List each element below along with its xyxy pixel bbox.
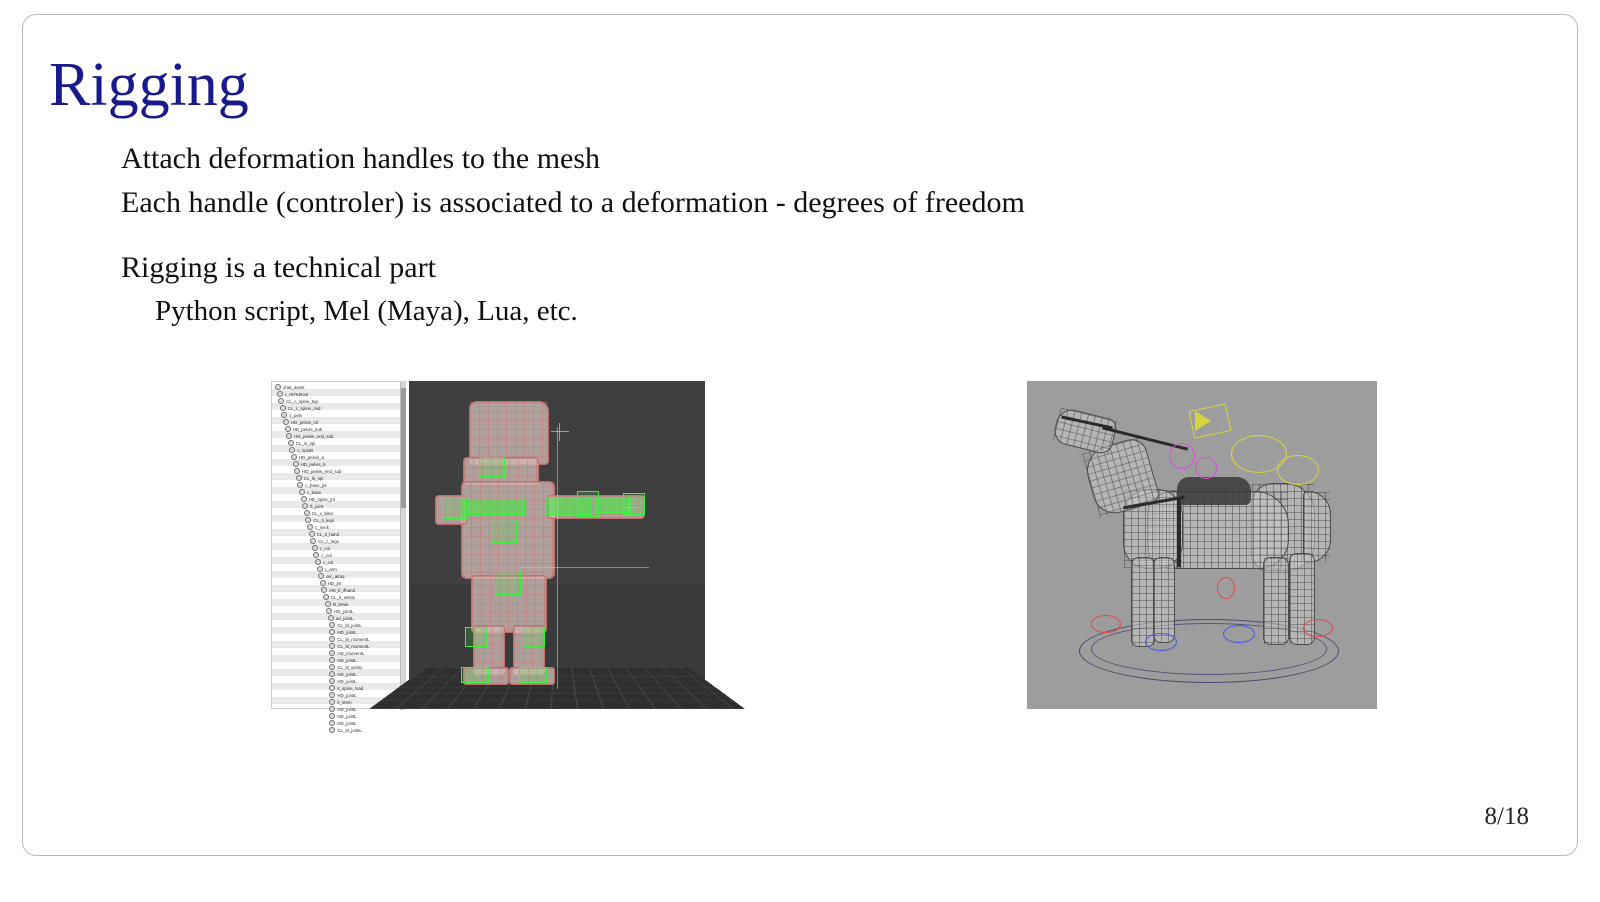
outliner-item[interactable]	[272, 524, 405, 531]
outliner-item-label: CL_c_spine_mid	[287, 406, 321, 411]
outliner-node-icon	[329, 678, 335, 684]
outliner-item[interactable]	[272, 608, 405, 615]
outliner-item[interactable]	[272, 636, 405, 643]
outliner-item[interactable]	[272, 489, 405, 496]
outliner-item-label: HD_pelvis_end_sub	[294, 434, 334, 439]
outliner-item[interactable]	[272, 503, 405, 510]
outliner-node-icon	[329, 629, 335, 635]
outliner-item-label: CL_c_legs	[318, 539, 339, 544]
outliner-item[interactable]	[272, 727, 405, 734]
controller-spine-upper[interactable]	[461, 499, 525, 515]
controller-tail-yellow[interactable]	[1277, 455, 1319, 485]
outliner-item-label: HD_jointL	[337, 714, 357, 719]
outliner-item[interactable]	[272, 391, 405, 398]
outliner-node-icon	[286, 433, 292, 439]
outliner-node-icon	[296, 475, 302, 481]
outliner-node-icon	[301, 496, 307, 502]
viewport-3d	[409, 381, 705, 709]
outliner-item-label: HD_jointL	[334, 609, 354, 614]
outliner-item[interactable]	[272, 622, 405, 629]
outliner-item-label: c_pelv	[289, 413, 303, 418]
outliner-item-label: HD_jointL	[337, 658, 357, 663]
outliner-node-icon	[285, 426, 291, 432]
outliner-item-label: HD_jointL	[337, 707, 357, 712]
outliner-item-label: CL_c_spine_top	[286, 399, 318, 404]
outliner-node-icon	[329, 720, 335, 726]
controller-chest[interactable]	[491, 519, 517, 543]
outliner-item[interactable]	[272, 580, 405, 587]
horse-girth	[1177, 499, 1181, 567]
outliner-item-label: CL_ti_wristL	[331, 595, 356, 600]
outliner-item-label: bl_brain	[332, 602, 349, 607]
outliner-scrollbar[interactable]	[400, 382, 405, 710]
mesh-head	[469, 401, 549, 465]
outliner-item-label: c_col	[323, 560, 334, 565]
outliner-item[interactable]	[272, 461, 405, 468]
viewport-axis-vertical	[557, 427, 558, 689]
outliner-item[interactable]	[272, 440, 405, 447]
controller-foot-front-left[interactable]	[1091, 615, 1121, 633]
outliner-item[interactable]	[272, 454, 405, 461]
outliner-item[interactable]	[272, 468, 405, 475]
controller-knee-right[interactable]	[523, 627, 545, 647]
outliner-item-label: CL_hi_spi	[303, 476, 324, 481]
page-number: 8/18	[1484, 803, 1529, 830]
outliner-item-label: HD_pelvis_b	[300, 462, 326, 467]
outliner-item[interactable]	[272, 573, 405, 580]
controller-foot-left[interactable]	[461, 667, 489, 683]
outliner-item-label: c_spinB	[297, 448, 314, 453]
outliner-item-label: c_neck	[315, 525, 329, 530]
outliner-node-icon	[329, 699, 335, 705]
outliner-item-label: c_IKFKRoot	[284, 392, 309, 397]
outliner-item-label: HD_jointL	[337, 672, 357, 677]
outliner-item-label: CL_in_spi	[295, 441, 316, 446]
outliner-node-icon	[326, 608, 332, 614]
outliner-item[interactable]	[272, 566, 405, 573]
slide-body	[121, 137, 1421, 332]
outliner-item-label: CL_bl_wristL	[337, 665, 363, 670]
bullet-1: Attach deformation handles to the mesh	[121, 142, 601, 175]
outliner-item-label: c_arm	[324, 567, 337, 572]
controller-hip[interactable]	[495, 571, 521, 595]
outliner-item-label: HD_jnt	[327, 581, 342, 586]
controller-foot-right[interactable]	[519, 667, 547, 683]
outliner-node-icon	[275, 384, 281, 390]
outliner-node-icon	[302, 503, 308, 509]
outliner-item[interactable]	[272, 426, 405, 433]
horse-mesh-foreleg-right	[1153, 557, 1175, 643]
slide	[22, 14, 1578, 856]
outliner-item[interactable]	[272, 475, 405, 482]
outliner-item-label: it_stem	[337, 700, 352, 705]
outliner-item[interactable]	[272, 531, 405, 538]
controller-direction-arrow[interactable]	[1195, 411, 1211, 431]
outliner-node-icon	[329, 727, 335, 733]
outliner-item[interactable]	[272, 538, 405, 545]
outliner-item-label: CL_ti_hand	[316, 532, 340, 537]
outliner-node-icon	[312, 545, 318, 551]
outliner-node-icon	[307, 524, 313, 530]
outliner-item-label: HD_pelvis_end_sub	[302, 469, 342, 474]
outliner-item[interactable]	[272, 587, 405, 594]
outliner-item[interactable]	[272, 412, 405, 419]
outliner-item-label: it_spine_load	[337, 686, 364, 691]
outliner-item[interactable]	[272, 720, 405, 727]
controller-shoulder-magenta[interactable]	[1195, 457, 1217, 479]
outliner-item[interactable]	[272, 559, 405, 566]
outliner-item[interactable]	[272, 601, 405, 608]
controller-head[interactable]	[479, 457, 505, 477]
outliner-row-list	[272, 382, 405, 734]
outliner-node-icon	[278, 398, 284, 404]
controller-foot-hind-right[interactable]	[1303, 619, 1333, 637]
outliner-node-icon	[297, 482, 303, 488]
horse-mesh-hindleg-left	[1263, 557, 1289, 645]
outliner-node-icon	[317, 566, 323, 572]
bullet-2: Each handle (controler) is associated to a deformation - degrees of freedom	[121, 185, 1025, 219]
outliner-item[interactable]	[272, 650, 405, 657]
outliner-node-icon	[329, 622, 335, 628]
outliner-item-label: c_col	[321, 553, 332, 558]
viewport-manipulator-cross-2[interactable]	[551, 423, 569, 441]
outliner-item-label: CL_ti_legs	[313, 518, 335, 523]
outliner-node-icon	[320, 580, 326, 586]
outliner-item-label: arc_atmq	[326, 574, 345, 579]
outliner-item-label: c_col	[319, 546, 331, 551]
outliner-item[interactable]	[272, 629, 405, 636]
outliner-node-icon	[329, 636, 335, 642]
outliner-node-icon	[329, 692, 335, 698]
outliner-item[interactable]	[272, 482, 405, 489]
outliner-item-label: HD_jointL	[337, 693, 357, 698]
outliner-node-icon	[329, 657, 335, 663]
controller-stirrup[interactable]	[1217, 577, 1235, 599]
controller-knee-left[interactable]	[465, 627, 487, 647]
outliner-item-label: CL_c_bind	[311, 511, 333, 516]
outliner-item[interactable]	[272, 510, 405, 517]
outliner-item-label: c_base	[307, 490, 322, 495]
outliner-item-label: HD_pelvis_ctl	[291, 420, 318, 425]
outliner-node-icon	[329, 664, 335, 670]
outliner-item[interactable]	[272, 678, 405, 685]
outliner-scrollbar-thumb[interactable]	[401, 388, 406, 508]
outliner-node-icon	[288, 440, 294, 446]
outliner-node-icon	[281, 412, 287, 418]
outliner-node-icon	[293, 461, 299, 467]
outliner-node-icon	[313, 552, 319, 558]
bullet-3: Rigging is a technical part	[121, 251, 436, 284]
outliner-node-icon	[299, 489, 305, 495]
bullet-4: Python script, Mel (Maya), Lua, etc.	[155, 294, 578, 327]
controller-foot-front-left-ik[interactable]	[1145, 633, 1177, 651]
outliner-item[interactable]	[272, 545, 405, 552]
outliner-item[interactable]	[272, 615, 405, 622]
outliner-item[interactable]	[272, 496, 405, 503]
page-title: Rigging	[49, 51, 249, 119]
horse-saddle	[1177, 477, 1251, 505]
outliner-node-icon	[329, 706, 335, 712]
outliner-node-icon	[328, 615, 334, 621]
outliner-node-icon	[329, 685, 335, 691]
outliner-node-icon	[323, 594, 329, 600]
outliner-item-label: ad_jointL	[335, 616, 354, 621]
outliner-node-icon	[315, 559, 321, 565]
outliner-item[interactable]	[272, 671, 405, 678]
outliner-item[interactable]	[272, 664, 405, 671]
outliner-node-icon	[280, 405, 286, 411]
outliner-node-icon	[283, 419, 289, 425]
outliner-item[interactable]	[272, 643, 405, 650]
outliner-node-icon	[305, 517, 311, 523]
outliner-item[interactable]	[272, 433, 405, 440]
outliner-node-icon	[325, 601, 331, 607]
outliner-node-icon	[304, 510, 310, 516]
outliner-node-icon	[310, 538, 316, 544]
controller-foot-hind-left-ik[interactable]	[1223, 625, 1255, 643]
outliner-item-label: HD_spine_jnt	[308, 497, 335, 502]
outliner-item[interactable]	[272, 594, 405, 601]
figure-character-rig	[271, 381, 705, 733]
viewport-manipulator-cross[interactable]	[621, 499, 639, 517]
outliner-item-label: HD_jointL	[337, 721, 357, 726]
outliner-item-label: HD_jointL	[337, 679, 357, 684]
outliner-item[interactable]	[272, 552, 405, 559]
outliner-item[interactable]	[272, 713, 405, 720]
outliner-item-label: HD_jointL	[337, 630, 357, 635]
controller-spine-magenta[interactable]	[1169, 443, 1195, 469]
outliner-item-label: char_asset	[283, 385, 305, 390]
outliner-item[interactable]	[272, 405, 405, 412]
outliner-item[interactable]	[272, 447, 405, 454]
outliner-item[interactable]	[272, 419, 405, 426]
outliner-node-icon	[291, 454, 297, 460]
outliner-item-label: HD_momentL	[337, 651, 365, 656]
outliner-node-icon	[318, 573, 324, 579]
outliner-item[interactable]	[272, 517, 405, 524]
outliner-item-label: HD_pelvis_a	[299, 455, 324, 460]
outliner-item[interactable]	[272, 685, 405, 692]
outliner-item-label: HD_pelvis_sub	[292, 427, 323, 432]
outliner-item-label: ft_joint	[310, 504, 324, 509]
figure-horse-rig	[1027, 381, 1377, 709]
outliner-item-label: CL_bl_momentL	[337, 644, 370, 649]
outliner-node-icon	[309, 531, 315, 537]
outliner-item[interactable]	[272, 384, 405, 391]
outliner-item-label: CL_bl_momentL	[337, 637, 370, 642]
outliner-item-label: CL_bl_jointL	[337, 728, 362, 733]
outliner-node-icon	[329, 643, 335, 649]
outliner-item[interactable]	[272, 398, 405, 405]
outliner-node-icon	[321, 587, 327, 593]
body-spacer	[121, 224, 1421, 246]
outliner-node-icon	[329, 650, 335, 656]
character-mesh	[427, 399, 607, 689]
outliner-node-icon	[289, 447, 295, 453]
outliner-item-label: c_base_jnt	[305, 483, 327, 488]
viewport-axis-horizontal	[519, 567, 649, 568]
outliner-node-icon	[329, 671, 335, 677]
outliner-panel	[271, 381, 406, 733]
outliner-item[interactable]	[272, 657, 405, 664]
outliner-item-label: HD_b_ifhand	[329, 588, 356, 593]
outliner-node-icon	[329, 713, 335, 719]
outliner-node-icon	[277, 391, 283, 397]
outliner-item-label: CL_bl_jointL	[337, 623, 362, 628]
outliner-node-icon	[294, 468, 300, 474]
